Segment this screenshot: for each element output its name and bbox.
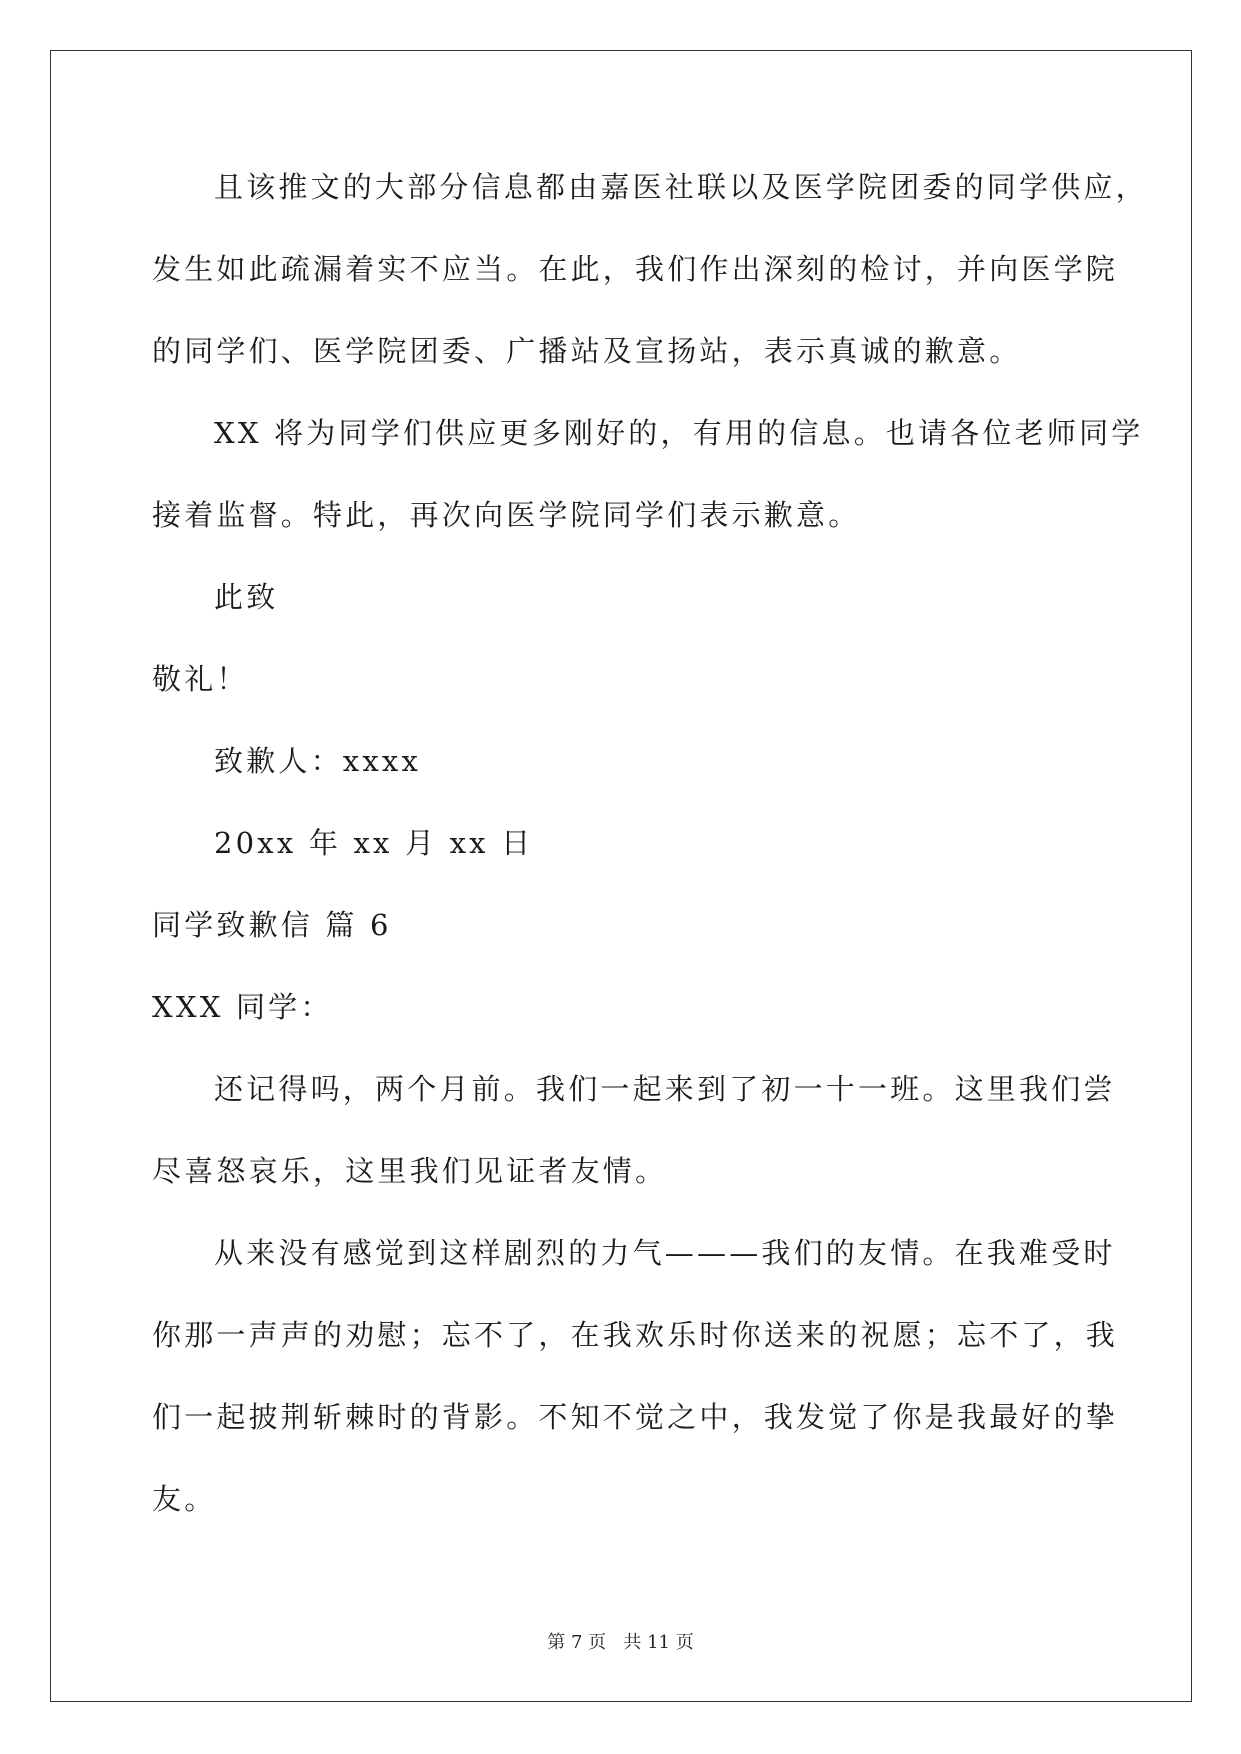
section-heading: 同学致歉信 篇 6: [152, 908, 392, 942]
letter-greeting: XXX 同学：: [152, 990, 333, 1024]
paragraph-line: 们一起披荆斩棘时的背影。不知不觉之中，我发觉了你是我最好的挚: [152, 1400, 1119, 1434]
paragraph-line: 的同学们、医学院团委、广播站及宣扬站，表示真诚的歉意。: [152, 334, 1022, 368]
closing-regards: 敬礼！: [152, 662, 249, 696]
paragraph-line: 还记得吗，两个月前。我们一起来到了初一十一班。这里我们尝: [214, 1072, 1116, 1106]
paragraph-line: 接着监督。特此，再次向医学院同学们表示歉意。: [152, 498, 861, 532]
date-line: 20xx 年 xx 月 xx 日: [214, 826, 534, 860]
paragraph-line: 发生如此疏漏着实不应当。在此，我们作出深刻的检讨，并向医学院: [152, 252, 1119, 286]
paragraph-line: 从来没有感觉到这样剧烈的力气———我们的友情。在我难受时: [214, 1236, 1116, 1270]
paragraph-line: 友。: [152, 1482, 217, 1516]
signature-line: 致歉人：xxxx: [214, 744, 422, 778]
closing-salutation: 此致: [214, 580, 279, 614]
document-body: [152, 170, 1148, 1564]
paragraph-line: 且该推文的大部分信息都由嘉医社联以及医学院团委的同学供应，: [214, 170, 1148, 204]
page-footer: [0, 1628, 1241, 1654]
paragraph-line: 尽喜怒哀乐，这里我们见证者友情。: [152, 1154, 668, 1188]
page-number: 第 7 页: [547, 1632, 607, 1653]
page-total: 共 11 页: [623, 1632, 694, 1653]
paragraph-line: 你那一声声的劝慰；忘不了，在我欢乐时你送来的祝愿；忘不了，我: [152, 1318, 1119, 1352]
paragraph-line: XX 将为同学们供应更多刚好的，有用的信息。也请各位老师同学: [214, 416, 1144, 450]
